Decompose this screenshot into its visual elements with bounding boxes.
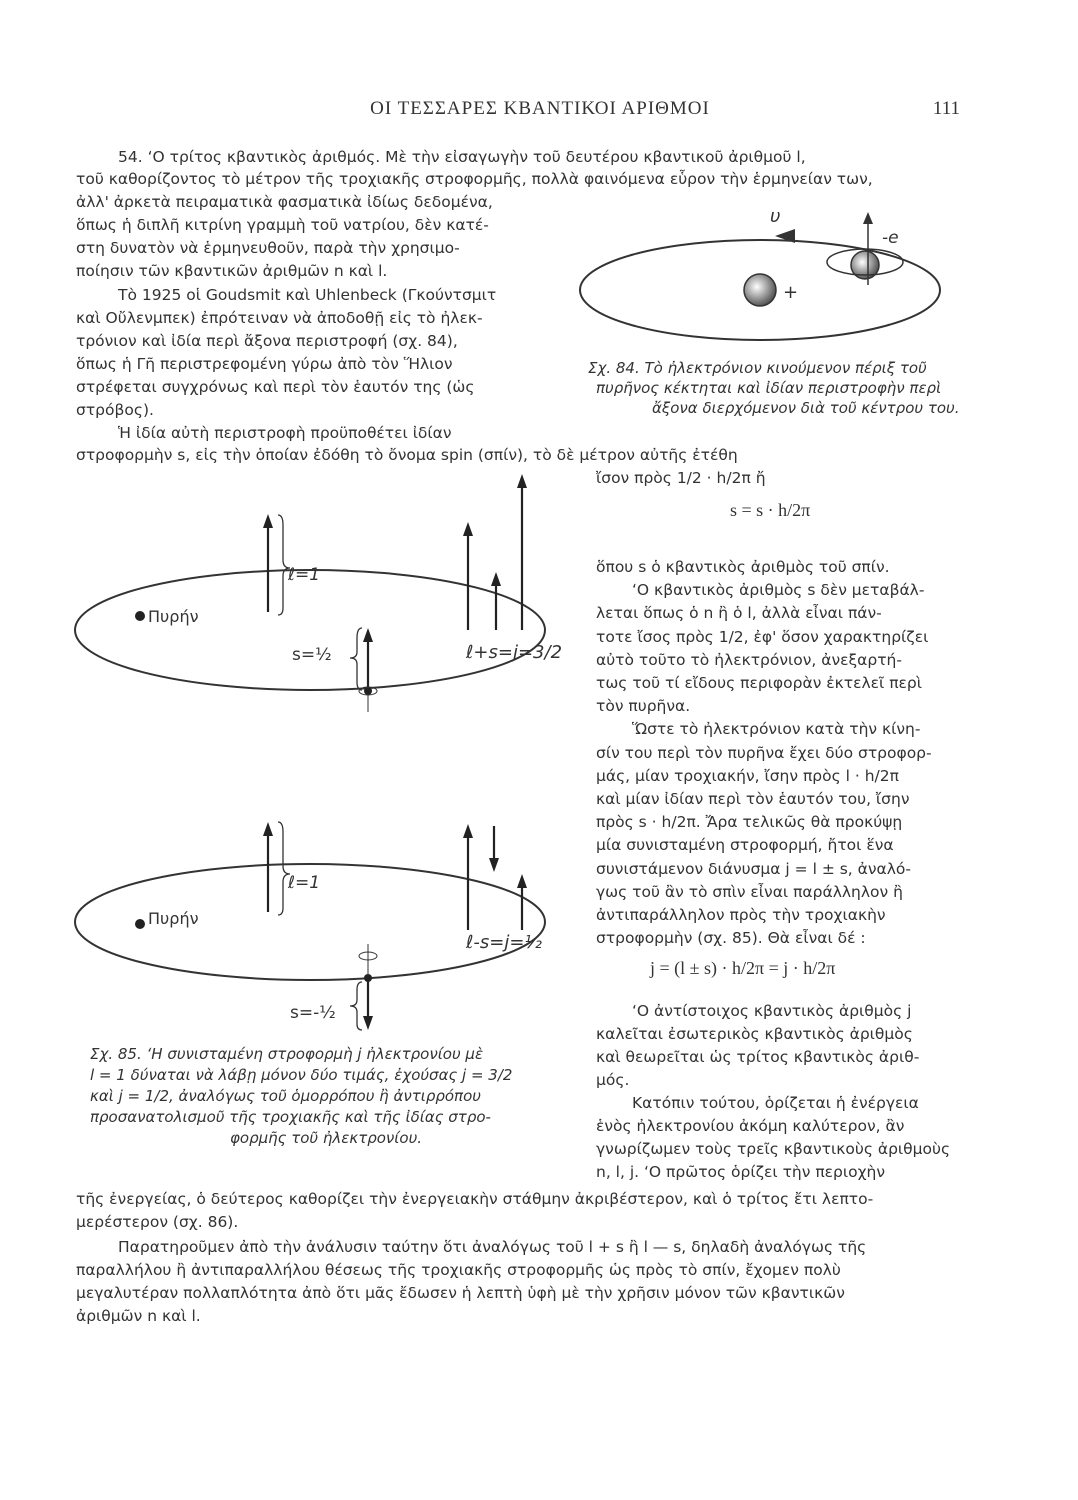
rc2-line-5: Κατόπιν τούτου, ὁρίζεται ἡ ἐνέργεια xyxy=(632,1094,919,1112)
rc-line-8: Ὥστε τὸ ἠλεκτρόνιον κατὰ τὴν κίνη- xyxy=(632,720,921,739)
bottom-line-5: μεγαλυτέραν πολλαπλότητα ἀπὸ ὅτι μᾶς ἔδωσεν ἡ λεπτὴ ὑφὴ μὲ τὴν χρῆσιν μόνον τῶν κβαντικῶν xyxy=(76,1284,845,1302)
rc2-line-7: γνωρίζωμεν τοὺς τρεῖς κβαντικοὺς ἀριθμοὺς xyxy=(596,1140,951,1158)
bottom-line-1: τῆς ἐνεργείας, ὁ δεύτερος καθορίζει τὴν ἐνεργειακὴν στάθμην ἀκριβέστερον, καὶ ὁ τρίτος ἔτι λεπτο- xyxy=(76,1190,874,1208)
rc2-line-2: καλεῖται ἐσωτερικὸς κβαντικὸς ἀριθμὸς xyxy=(596,1025,913,1043)
rc-line-11: καὶ μίαν ἰδίαν περὶ τὸν ἑαυτόν του, ἴσην xyxy=(596,790,910,809)
rc-line-14: συνιστάμενον διάνυσμα j = l ± s, ἀναλό- xyxy=(596,859,912,878)
fig85-bottom-s-arrowhead xyxy=(363,1016,373,1030)
fig85-top-s-label: s=½ xyxy=(292,645,332,665)
p1-line-5: στη δυνατὸν νὰ ἑρμηνευθοῦν, παρὰ τὴν χρησιμο- xyxy=(76,239,460,257)
fig85-bottom-result: ℓ-s=j=½ xyxy=(466,932,542,953)
rc2-line-6: ἑνὸς ἠλεκτρονίου ἀκόμη καλύτερον, ἂν xyxy=(596,1117,905,1135)
fig85-bottom-sum-s-head xyxy=(489,858,499,872)
fig85-top-sum-l-head xyxy=(463,522,473,536)
fig85-top-result: ℓ+s=j=3/2 xyxy=(466,642,563,663)
p1-line-2: τοῦ καθορίζοντος τὸ μέτρον τῆς τροχιακῆς στροφορμῆς, πολλὰ φαινόμενα εὗρον τὴν ἑρμηνείαν των, xyxy=(76,170,873,188)
rc-line-1: ὅπου s ὁ κβαντικὸς ἀριθμὸς τοῦ σπίν. xyxy=(596,558,890,576)
rc-line-13: μία συνισταμένη στροφορμή, ἤτοι ἕνα xyxy=(596,836,894,855)
p1-line-4: ὅπως ἡ διπλῆ κιτρίνη γραμμὴ τοῦ νατρίου, δὲν κατέ- xyxy=(76,216,489,234)
bottom-line-3: Παρατηροῦμεν ἀπὸ τὴν ἀνάλυσιν ταύτην ὅτι ἀναλόγως τοῦ l + s ἢ l — s, δηλαδὴ ἀναλόγως τῆς xyxy=(118,1238,867,1256)
fig85-caption-4: προσανατολισμοῦ τῆς τροχιακῆς καὶ τῆς ἰδίας στρο- xyxy=(90,1108,491,1126)
p2-line-5: στρέφεται συγχρόνως καὶ περὶ τὸν ἑαυτόν της (ὡς xyxy=(76,378,475,396)
fig85-bottom-l-arrowhead xyxy=(263,822,273,836)
p1-line-3: ἀλλ' ἀρκετὰ πειραματικὰ φασματικὰ ἰδίως δεδομένα, xyxy=(76,193,493,211)
fig85-top-nucleus-label: Πυρήν xyxy=(148,607,199,626)
formula-spin: s = s · h/2π xyxy=(730,500,811,520)
fig85-top-sum-s-head xyxy=(491,572,501,586)
fig85-top-sum-j-head xyxy=(517,474,527,488)
fig85-top-l-label: ℓ=1 xyxy=(288,565,321,585)
p2-line-3: τρόνιον καὶ ἰδία περὶ ἄξονα περιστροφή (σχ. 84), xyxy=(76,332,458,350)
fig85-bottom-sum-j-head xyxy=(517,874,527,888)
rc-line-6: τως τοῦ τί εἴδους περιφορὰν ἐκτελεῖ περὶ xyxy=(596,674,923,693)
p1-line-1: 54. ʻΟ τρίτος κβαντικὸς ἀριθμός. Μὲ τὴν εἰσαγωγὴν τοῦ δευτέρου κβαντικοῦ ἀριθμοῦ l, xyxy=(118,148,806,166)
fig85-top-orbit xyxy=(75,570,545,690)
rc-line-17: στροφορμὴν (σχ. 85). Θὰ εἶναι δέ : xyxy=(596,929,866,948)
fig85-bottom-l-brace xyxy=(278,822,290,915)
fig85-top-electron xyxy=(364,687,372,695)
bottom-line-4: παραλλήλου ἢ ἀντιπαραλλήλου θέσεως τῆς τροχιακῆς στροφορμῆς ὡς πρὸς τὸ σπίν, ἔχομεν πολὺ xyxy=(76,1261,841,1279)
fig85-top-s-arrowhead xyxy=(363,628,373,642)
fig85-caption-5: φορμῆς τοῦ ἠλεκτρονίου. xyxy=(230,1129,423,1147)
fig85-bottom-nucleus-dot xyxy=(135,919,145,929)
p2-line-1: Τὸ 1925 οἱ Goudsmit καὶ Uhlenbeck (Γκούντσμιτ xyxy=(118,286,497,304)
bottom-line-6: ἀριθμῶν n καὶ l. xyxy=(76,1307,201,1325)
p3-line-2: στροφορμὴν s, εἰς τὴν ὁποίαν ἐδόθη τὸ ὄνομα spin (σπίν), τὸ δὲ μέτρον αὐτῆς ἐτέθη xyxy=(76,446,738,464)
rc2-line-8: n, l, j. ʻΟ πρῶτος ὁρίζει τὴν περιοχὴν xyxy=(596,1163,886,1181)
rc-line-3: λεται ὅπως ὁ n ἢ ὁ l, ἀλλὰ εἶναι πάν- xyxy=(596,604,882,623)
rc-line-4: τοτε ἴσος πρὸς 1/2, ἐφ' ὅσον χαρακτηρίζει xyxy=(596,627,929,646)
p2-line-4: ὅπως ἡ Γῆ περιστρεφομένη γύρω ἀπὸ τὸν Ἥλιον xyxy=(76,355,453,373)
fig84-label-e: -e xyxy=(882,228,899,248)
fig85-bottom-nucleus-label: Πυρήν xyxy=(148,909,199,928)
rc-line-2: ʻΟ κβαντικὸς ἀριθμὸς s δὲν μεταβάλ- xyxy=(632,581,925,600)
rc2-line-1: ʻΟ ἀντίστοιχος κβαντικὸς ἀριθμὸς j xyxy=(632,1002,912,1020)
fig84-label-plus: + xyxy=(783,282,799,303)
bottom-line-2: μερέστερον (σχ. 86). xyxy=(76,1213,239,1231)
rc-line-15: γως τοῦ ἂν τὸ σπὶν εἶναι παράλληλον ἢ xyxy=(596,882,903,901)
fig85-caption-2: l = 1 δύναται νὰ λάβῃ μόνον δύο τιμάς, ἐχούσας j = 3/2 xyxy=(90,1066,513,1084)
fig84-caption-1: Σχ. 84. Τὸ ἠλεκτρόνιον κινούμενον πέριξ τοῦ xyxy=(588,359,927,377)
fig84-label-v: υ xyxy=(770,206,781,227)
fig85-bottom-sum-l-head xyxy=(463,824,473,838)
fig85-top-l-arrowhead xyxy=(263,514,273,528)
fig85-caption-1: Σχ. 85. ʻΗ συνισταμένη στροφορμὴ j ἠλεκτρονίου μὲ xyxy=(90,1045,484,1063)
rc-line-5: αὐτὸ τοῦτο τὸ ἠλεκτρόνιον, ἀνεξαρτή- xyxy=(596,650,902,669)
fig85-top-s-brace xyxy=(350,628,362,690)
rc-line-12: πρὸς s · h/2π. Ἄρα τελικῶς θὰ προκύψῃ xyxy=(596,813,903,832)
rc2-line-3: καὶ θεωρεῖται ὡς τρίτος κβαντικὸς ἀριθ- xyxy=(596,1048,920,1066)
p1-line-6: ποίησιν τῶν κβαντικῶν ἀριθμῶν n καὶ l. xyxy=(76,262,388,280)
rc-line-7: τὸν πυρῆνα. xyxy=(596,697,691,716)
fig85-top-nucleus-dot xyxy=(135,611,145,621)
page-number: 111 xyxy=(932,98,960,119)
p2-line-6: στρόβος). xyxy=(76,401,154,419)
fig84-caption-2: πυρῆνος κέκτηται καὶ ἰδίαν περιστροφὴν περὶ xyxy=(596,379,942,397)
p2-line-2: καὶ Οὔλενμπεκ) ἐπρότειναν νὰ ἀποδοθῇ εἰς τὸ ἠλεκ- xyxy=(76,309,483,327)
fig85-caption-3: καὶ j = 1/2, ἀναλόγως τοῦ ὁμορρόπου ἢ ἀντιρρόπου xyxy=(90,1087,481,1105)
fig85-bottom-s-label: s=-½ xyxy=(290,1003,336,1023)
p3-line-1: Ἡ ἰδία αὐτὴ περιστροφὴ προϋποθέτει ἰδίαν xyxy=(118,424,452,442)
running-header: ΟΙ ΤΕΣΣΑΡΕΣ ΚΒΑΝΤΙΚΟΙ ΑΡΙΘΜΟΙ xyxy=(370,98,710,119)
formula-j: j = (l ± s) · h/2π = j · h/2π xyxy=(650,958,836,978)
rc-line-10: μάς, μίαν τροχιακήν, ἴσην πρὸς l · h/2π xyxy=(596,766,899,785)
rc-line-9: σίν του περὶ τὸν πυρῆνα ἔχει δύο στροφορ- xyxy=(596,743,932,762)
fig85-bottom-l-label: ℓ=1 xyxy=(288,873,321,893)
fig85-bottom-s-brace xyxy=(350,982,362,1030)
p3-line-3: ἴσον πρὸς 1/2 · h/2π ἤ xyxy=(596,469,766,487)
rc-line-16: ἀντιπαράλληλον πρὸς τὴν τροχιακὴν xyxy=(596,906,886,925)
fig84-caption-3: ἄξονα διερχόμενον διὰ τοῦ κέντρου του. xyxy=(652,399,960,417)
rc2-line-4: μός. xyxy=(596,1071,630,1089)
